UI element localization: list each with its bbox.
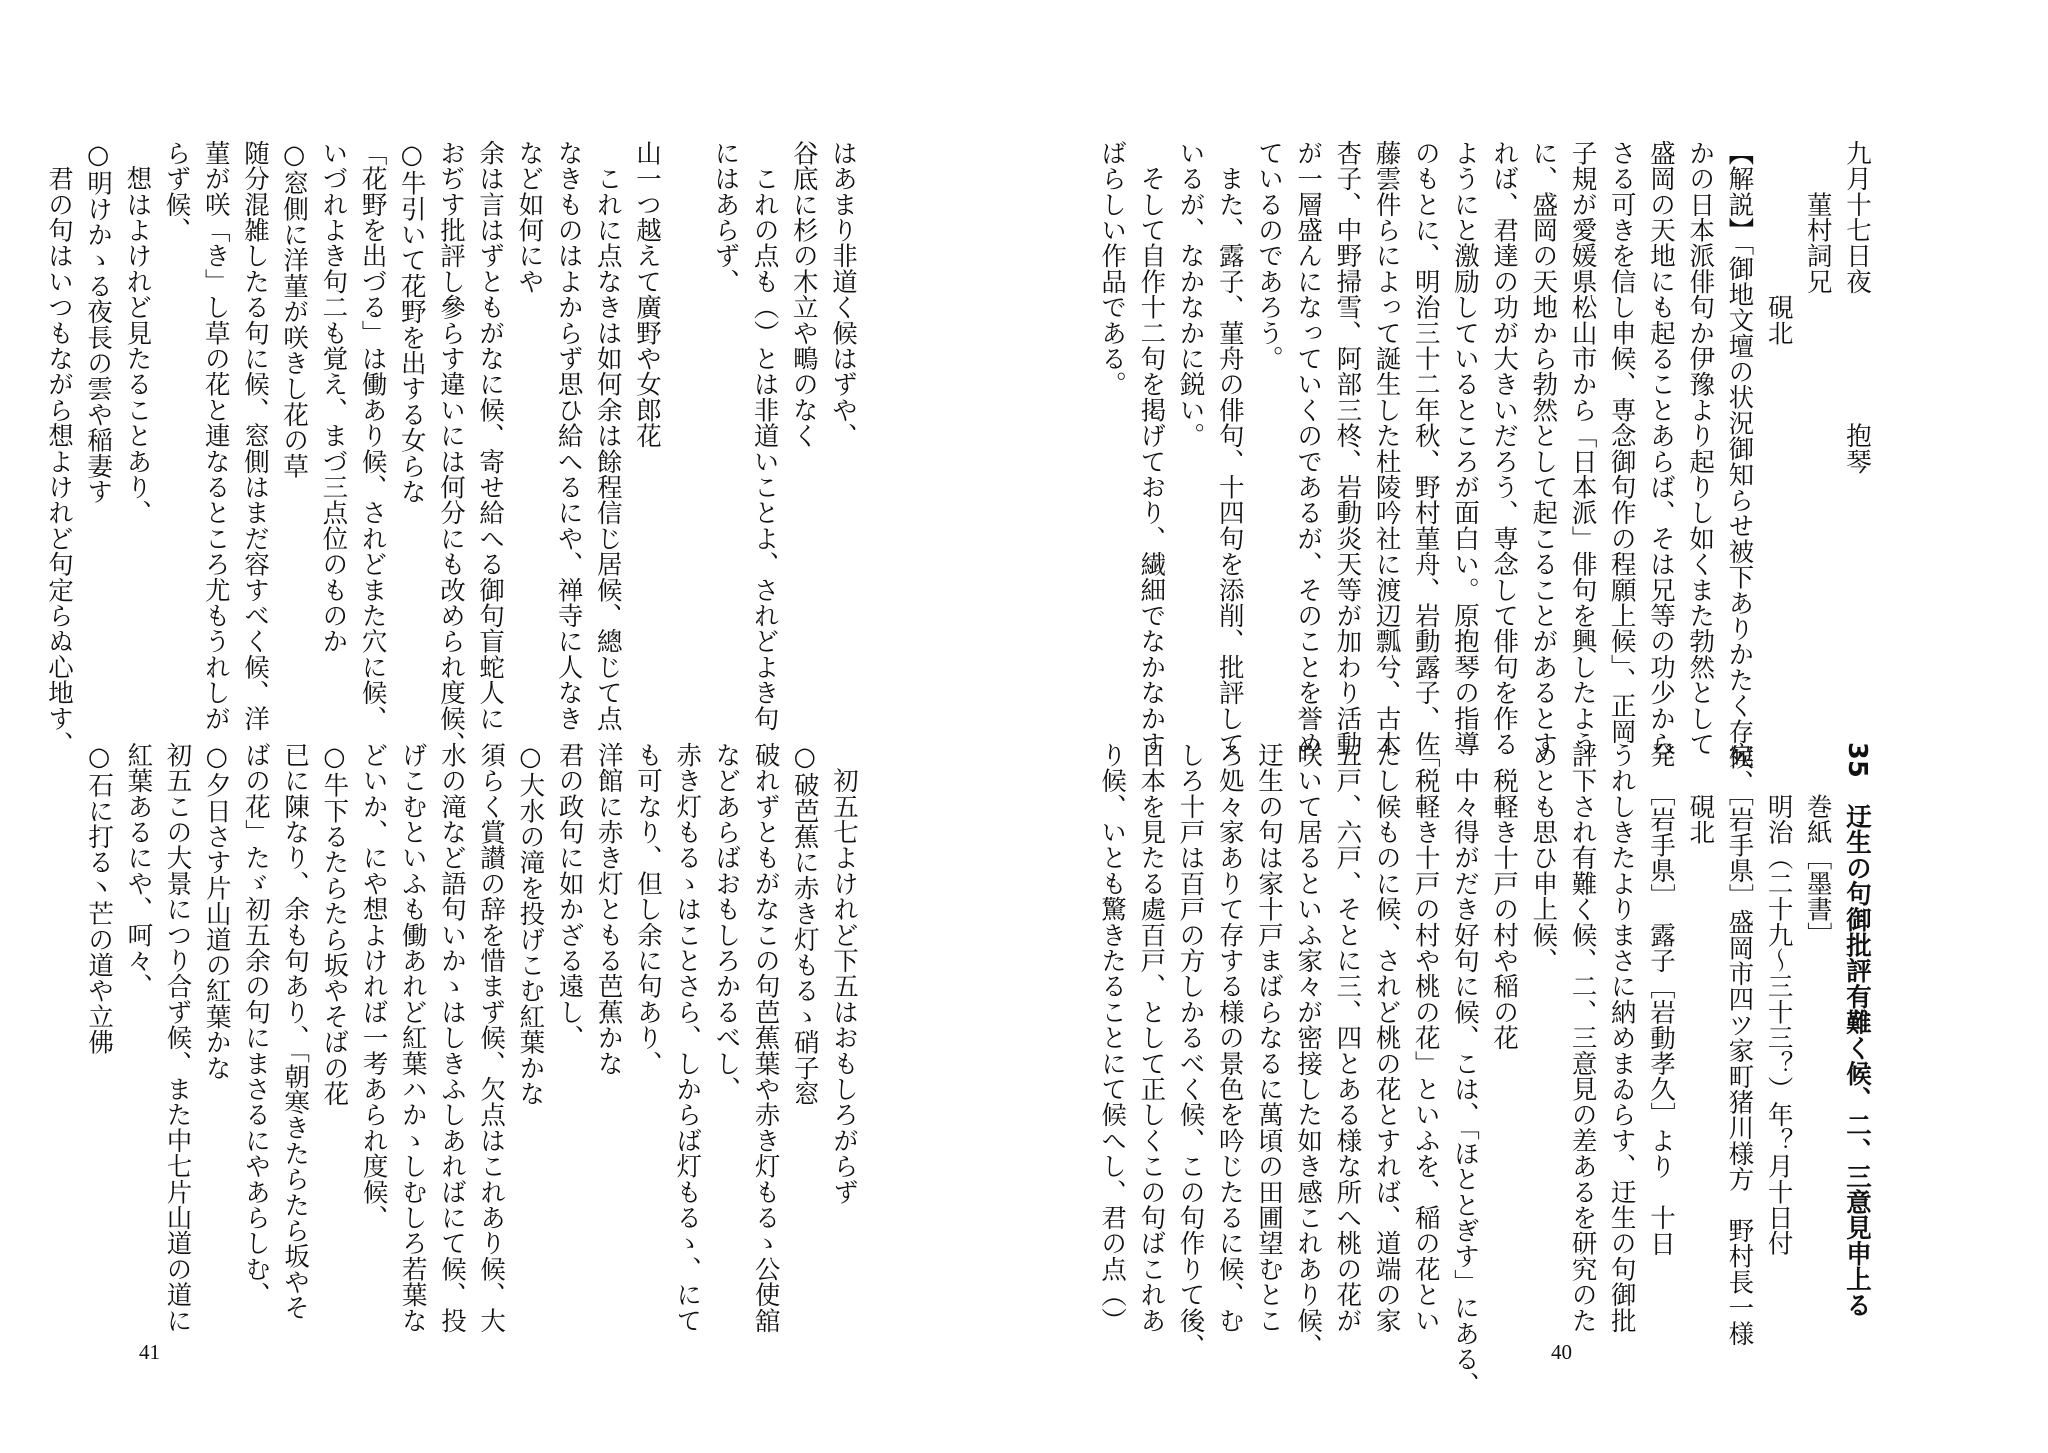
text-column: 君の政句に如かざる遠し、 <box>554 742 585 1051</box>
text-column: 五戸、六戸、そとに三、四とある様な所へ桃の花が <box>1332 742 1363 1334</box>
critique-text-upper <box>43 140 862 757</box>
text-column: 硯北 <box>1763 140 1794 346</box>
text-column: これに点なきは如何余は餘程信じ居候、總じて点 <box>592 140 623 732</box>
critique-text-lower <box>84 742 863 1334</box>
text-column: 税軽き十戸の村や稲の花 <box>1489 742 1520 1051</box>
text-column: 破れずともがなこの句芭蕉葉や赤き灯もるゝ公使舘 <box>750 742 781 1334</box>
text-column: 須らく賞讃の辞を惜まず候、欠点はこれあり候、大 <box>476 742 507 1334</box>
text-column: のもとに、明治三十二年秋、野村菫舟、岩動露子、佐 <box>1410 140 1441 757</box>
text-column: また、露子、菫舟の俳句、十四句を添削、批評して <box>1214 140 1245 757</box>
text-column <box>666 140 705 718</box>
right-page <box>1024 0 2048 1453</box>
text-column: ○牛引いて花野を出する女らな <box>396 140 427 505</box>
text-column: ○破芭蕉に赤き灯もるゝ硝子窓 <box>789 742 820 1107</box>
text-column: ようにと激励しているところが面白い。原抱琴の指導 <box>1449 140 1480 757</box>
text-column: が一層盛んになっていくのであるが、そのことを誉め <box>1293 140 1324 757</box>
text-column: 紅葉あるにや、呵々、 <box>123 742 154 999</box>
text-column: 評下され有難く候、二、三意見の差あるを研究のた <box>1567 742 1598 1334</box>
text-column: げこむといふも働あれど紅葉ハかゝしむしろ若葉な <box>397 742 428 1334</box>
text-column: 迂生の句は家十戸まばらなるに萬頃の田圃望むとこ <box>1253 742 1284 1334</box>
text-column: ろ処々家ありて存する様の景色を吟じたるに候、む <box>1214 742 1245 1334</box>
text-column: に、盛岡の天地から勃然として起こることがあるとす <box>1528 140 1559 757</box>
text-column: ○明けかゝる夜長の雲や稲妻す <box>83 140 114 505</box>
text-column: ○石に打る丶芒の道や立佛 <box>84 742 115 1055</box>
text-column: かの日本派俳句か伊豫より起りし如くまた勃然として <box>1685 140 1716 757</box>
text-column: 九月十七日夜 抱琴 <box>1842 140 1872 475</box>
text-column: 菫が咲「き」し草の花と連なるところ尤もうれしが <box>200 140 231 732</box>
text-column: たし候ものに候、されど桃の花とすれば、道端の家 <box>1371 742 1402 1334</box>
text-column: 子規が愛媛県松山市から「日本派」俳句を興したよう <box>1567 140 1598 757</box>
text-column: など如何にや <box>514 140 545 295</box>
text-column: 咲いて居るといふ家々が密接した如き感これあり候、 <box>1293 742 1324 1359</box>
text-column: そして自作十二句を掲げており、繊細でなかなかす <box>1136 140 1167 757</box>
text-column: にはあらず、 <box>710 140 741 295</box>
text-column: も可なり、但し余に句あり、 <box>632 742 663 1077</box>
text-column: これの点も（）とは非道いことよ、されどよき句 <box>749 140 780 732</box>
text-column: 菫村詞兄 <box>1802 140 1833 295</box>
text-column: 君の句はいつもながら想よけれど句定らぬ心地す、 <box>43 140 74 757</box>
text-column: 谷底に杉の木立や鴫のなく <box>788 140 819 449</box>
text-column: 想はよけれど見たることあり、 <box>122 140 153 526</box>
page-number: 40 <box>1551 1340 1572 1364</box>
text-column: さる可きを信し申候、専念御句作の程願上候」、正岡 <box>1606 140 1637 745</box>
text-column: 随分混雑したる句に候、窓側はまだ容すべく候、洋 <box>239 140 270 732</box>
text-column: どいか、にや想よければ一考あられ度候、 <box>358 742 389 1231</box>
text-column: 「花野を出づる」は働あり候、されどまた穴に候、 <box>357 140 388 732</box>
text-column: ○大水の滝を投げこむ紅葉かな <box>515 742 546 1107</box>
text-column: 巻紙［墨書］ <box>1802 742 1833 948</box>
text-column: 盛岡の天地にも起ることあらば、そは兄等の功少から <box>1645 140 1676 757</box>
text-column: 日本を見たる處百戸、として正しくこの句ばこれあ <box>1136 742 1167 1334</box>
letter-and-commentary-text <box>1097 140 1876 796</box>
text-column: 水の滝など語句いかゝはしきふしあればにて候、投 <box>436 742 467 1334</box>
text-column: ○夕日さす片山道の紅葉かな <box>201 742 232 1081</box>
text-column: ○牛下るたらたら坂やそばの花 <box>319 742 350 1107</box>
text-column: 35 迂生の句御批評有難く候、二、三意見申上る <box>1842 742 1872 1318</box>
text-column: 藤雲件らによって誕生した杜陵吟社に渡辺瓢兮、古木 <box>1371 140 1402 757</box>
text-column: 赤き灯もるゝはことさら、しからば灯もるゝ、にて <box>672 742 703 1334</box>
text-column: 明治（二十九～三十三？）年？月十日付 <box>1763 742 1794 1256</box>
text-column: 初五七よけれど下五はおもしろがらず <box>829 742 859 1205</box>
text-column: 中々得がだき好句に候、こは、「ほととぎす」にある、 <box>1449 742 1480 1398</box>
text-column: おぢす批評し參らす違いには何分にも改められ度候、 <box>435 140 466 757</box>
text-column: 已に陳なり、余も句あり、「朝寒きたらたら坂やそ <box>280 742 311 1321</box>
text-column: 山一つ越えて廣野や女郎花 <box>631 140 662 449</box>
text-column: いづれよき句二も覚え、まづ三点位のものか <box>318 140 349 654</box>
text-column: ばらしい作品である。 <box>1097 140 1128 397</box>
text-column: 余は言はずともがなに候、寄せ給へる御句盲蛇人に <box>475 140 506 732</box>
text-column: うれしきたよりまさに納めまゐらす、迂生の句御批 <box>1606 742 1637 1334</box>
text-column: 洋館に赤き灯ともる芭蕉かな <box>593 742 624 1077</box>
text-column: いるが、なかなかに鋭い。 <box>1175 140 1206 449</box>
text-column: 宛 ［岩手県］盛岡市四ツ家町猪川様方 野村長一様 <box>1724 742 1755 1347</box>
text-column: 杏子、中野掃雪、阿部三柊、岩動炎天等が加わり活動 <box>1332 140 1363 757</box>
text-column: めとも思ひ申上候、 <box>1528 742 1559 974</box>
text-column: 発 ［岩手県］ 露子［岩動孝久］より 十日 <box>1645 742 1676 1257</box>
text-column: り候、いとも驚きたることにて候へし、君の点（） <box>1097 742 1128 1334</box>
text-column: 初五この大景につり合ず候、また中七片山道の道に <box>162 742 193 1334</box>
text-column: しろ十戸は百戸の方しかるべく候、この句作りて後、 <box>1175 742 1206 1359</box>
text-column: 硯北 <box>1685 742 1716 845</box>
text-column: ているのであろう。 <box>1253 140 1284 372</box>
text-column: などあらばおもしろかるべし、 <box>711 742 742 1102</box>
text-column: はあまり非道く候はずや、 <box>828 140 858 449</box>
text-column: らず候、 <box>161 140 192 243</box>
page-number: 41 <box>139 1340 160 1364</box>
text-column: なきものはよからず思ひ給へるにや、禅寺に人なき <box>553 140 584 732</box>
text-column: ○窓側に洋菫が咲きし花の草 <box>279 140 310 479</box>
text-column: 【解説】「御地文壇の状況御知らせ被下ありかたく存候、 <box>1724 140 1755 796</box>
text-column: 「税軽き十戸の村や桃の花」といふを、稲の花とい <box>1410 742 1441 1334</box>
text-column: ばの花」たゞ初五余の句にまさるにやあらしむ、 <box>240 742 271 1308</box>
text-column: れば、君達の功が大きいだろう、専念して俳句を作る <box>1489 140 1520 757</box>
